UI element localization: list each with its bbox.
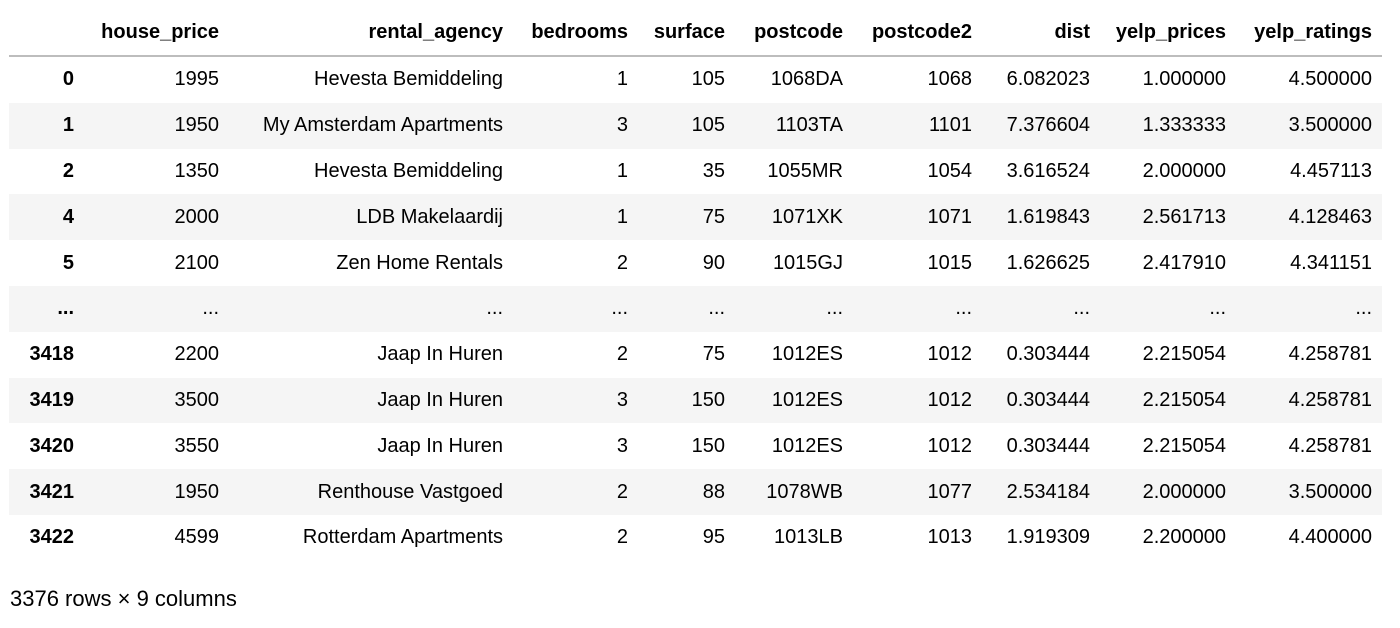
rental-agency-cell: Hevesta Bemiddeling [314,159,503,182]
yelp-prices-cell: 2.000000 [1142,480,1226,503]
yelp-ratings-cell: 4.500000 [1288,68,1372,91]
yelp-ratings-cell: 4.258781 [1288,343,1372,366]
house-price-cell: 2000 [174,205,219,228]
surface-cell: 150 [691,434,725,457]
dist-cell: 0.303444 [1006,388,1090,411]
yelp-ratings-cell: 4.341151 [1290,251,1372,274]
surface-cell: 75 [702,343,725,366]
postcode-cell: 1012ES [771,343,843,366]
postcode-cell: 1055MR [767,159,843,182]
postcode2-cell: 1012 [927,388,972,411]
bedrooms-cell: 1 [616,205,628,228]
bedrooms-cell: 3 [616,434,628,457]
table-shape-summary: 3376 rows × 9 columns [10,586,237,611]
postcode2-cell: 1015 [927,251,972,274]
dist-cell: 7.376604 [1006,114,1090,137]
postcode-cell: 1068DA [770,68,843,91]
header-rental-agency: rental_agency [229,9,513,56]
dataframe-table [9,9,1382,561]
table-row [9,240,1382,286]
surface-cell: 105 [691,114,725,137]
bedrooms-cell: ... [611,297,628,320]
row-index: 5 [62,251,74,274]
bedrooms-cell: 1 [616,159,628,182]
rental-agency-cell: Jaap In Huren [377,388,503,411]
table-row [9,194,1382,240]
house-price-cell: 1995 [174,68,219,91]
postcode-cell: 1071XK [771,205,843,228]
postcode2-cell: 1071 [927,205,972,228]
table-row [9,469,1382,515]
header-surface: surface [638,9,735,56]
house-price-cell: 1950 [174,480,219,503]
dist-cell: 0.303444 [1006,434,1090,457]
house-price-cell: 3550 [174,434,219,457]
header-index [9,9,84,56]
house-price-cell: 3500 [174,388,219,411]
yelp-ratings-cell: 4.258781 [1288,388,1372,411]
row-index: 3421 [29,480,74,503]
row-index: 3422 [29,526,74,549]
postcode2-cell: 1077 [927,480,972,503]
header-yelp-ratings: yelp_ratings [1236,9,1382,56]
yelp-prices-cell: 2.215054 [1142,388,1226,411]
bedrooms-cell: 2 [616,343,628,366]
rental-agency-cell: Zen Home Rentals [336,251,503,274]
header-dist: dist [982,9,1100,56]
postcode-cell: 1078WB [766,480,843,503]
header-house-price: house_price [84,9,229,56]
rental-agency-cell: Jaap In Huren [377,343,503,366]
row-index: 2 [62,159,74,182]
postcode-cell: ... [826,297,843,320]
yelp-prices-cell: 1.000000 [1142,68,1226,91]
dist-cell: 1.919309 [1006,526,1090,549]
row-index: 1 [62,114,74,137]
table-row [9,332,1382,378]
postcode-cell: 1015GJ [772,251,843,274]
yelp-prices-cell: ... [1209,297,1226,320]
header-bedrooms: bedrooms [513,9,638,56]
table-row [9,515,1382,561]
postcode2-cell: 1012 [927,343,972,366]
surface-cell: 90 [702,251,725,274]
rental-agency-cell: Hevesta Bemiddeling [314,68,503,91]
surface-cell: 150 [691,388,725,411]
row-index: 3420 [29,434,74,457]
postcode2-cell: 1068 [927,68,972,91]
row-index: 0 [62,68,74,91]
rental-agency-cell: Jaap In Huren [377,434,503,457]
surface-cell: 75 [702,205,725,228]
bedrooms-cell: 2 [616,480,628,503]
yelp-ratings-cell: 4.128463 [1288,205,1372,228]
header-postcode2: postcode2 [853,9,982,56]
yelp-ratings-cell: 4.457113 [1290,159,1372,182]
rental-agency-cell: LDB Makelaardij [356,205,503,228]
rental-agency-cell: My Amsterdam Apartments [262,114,503,137]
bedrooms-cell: 3 [616,388,628,411]
table-body [9,56,1382,561]
dist-cell: 2.534184 [1006,480,1090,503]
table-row [9,149,1382,195]
table-row [9,103,1382,149]
row-index: ... [57,297,74,320]
row-index: 4 [62,205,74,228]
house-price-cell: 2200 [174,343,219,366]
table-row [9,286,1382,332]
header-yelp-prices: yelp_prices [1100,9,1236,56]
bedrooms-cell: 3 [616,114,628,137]
dist-cell: ... [1073,297,1090,320]
bedrooms-cell: 2 [616,251,628,274]
yelp-prices-cell: 2.215054 [1142,343,1226,366]
postcode2-cell: 1012 [927,434,972,457]
header-row [9,9,1382,56]
yelp-prices-cell: 2.215054 [1142,434,1226,457]
rental-agency-cell: ... [486,297,503,320]
dist-cell: 1.626625 [1006,251,1090,274]
table-row [9,378,1382,424]
table-header [9,9,1382,56]
house-price-cell: 1950 [174,114,219,137]
yelp-prices-cell: 2.200000 [1142,526,1226,549]
row-index: 3418 [29,343,74,366]
yelp-ratings-cell: 3.500000 [1288,480,1372,503]
header-postcode: postcode [735,9,853,56]
yelp-ratings-cell: 3.500000 [1288,114,1372,137]
yelp-ratings-cell: 4.400000 [1288,526,1372,549]
yelp-prices-cell: 2.417910 [1142,251,1226,274]
postcode-cell: 1103TA [775,114,843,137]
postcode2-cell: 1101 [928,114,972,137]
surface-cell: 95 [702,526,725,549]
surface-cell: 88 [702,480,725,503]
surface-cell: ... [708,297,725,320]
postcode2-cell: ... [955,297,972,320]
postcode-cell: 1012ES [771,434,843,457]
dist-cell: 1.619843 [1006,205,1090,228]
yelp-prices-cell: 1.333333 [1142,114,1226,137]
house-price-cell: 1350 [174,159,219,182]
postcode-cell: 1012ES [771,388,843,411]
postcode-cell: 1013LB [774,526,843,549]
house-price-cell: 2100 [174,251,219,274]
bedrooms-cell: 1 [616,68,628,91]
yelp-ratings-cell: ... [1355,297,1372,320]
bedrooms-cell: 2 [616,526,628,549]
yelp-ratings-cell: 4.258781 [1288,434,1372,457]
postcode2-cell: 1054 [927,159,972,182]
dist-cell: 6.082023 [1006,68,1090,91]
dist-cell: 0.303444 [1006,343,1090,366]
table-row [9,423,1382,469]
rental-agency-cell: Renthouse Vastgoed [317,480,503,503]
surface-cell: 35 [702,159,725,182]
postcode2-cell: 1013 [927,526,972,549]
rental-agency-cell: Rotterdam Apartments [302,526,503,549]
surface-cell: 105 [691,68,725,91]
yelp-prices-cell: 2.561713 [1142,205,1226,228]
house-price-cell: ... [202,297,219,320]
row-index: 3419 [29,388,74,411]
yelp-prices-cell: 2.000000 [1142,159,1226,182]
table-row [9,56,1382,103]
house-price-cell: 4599 [174,526,219,549]
dist-cell: 3.616524 [1006,159,1090,182]
